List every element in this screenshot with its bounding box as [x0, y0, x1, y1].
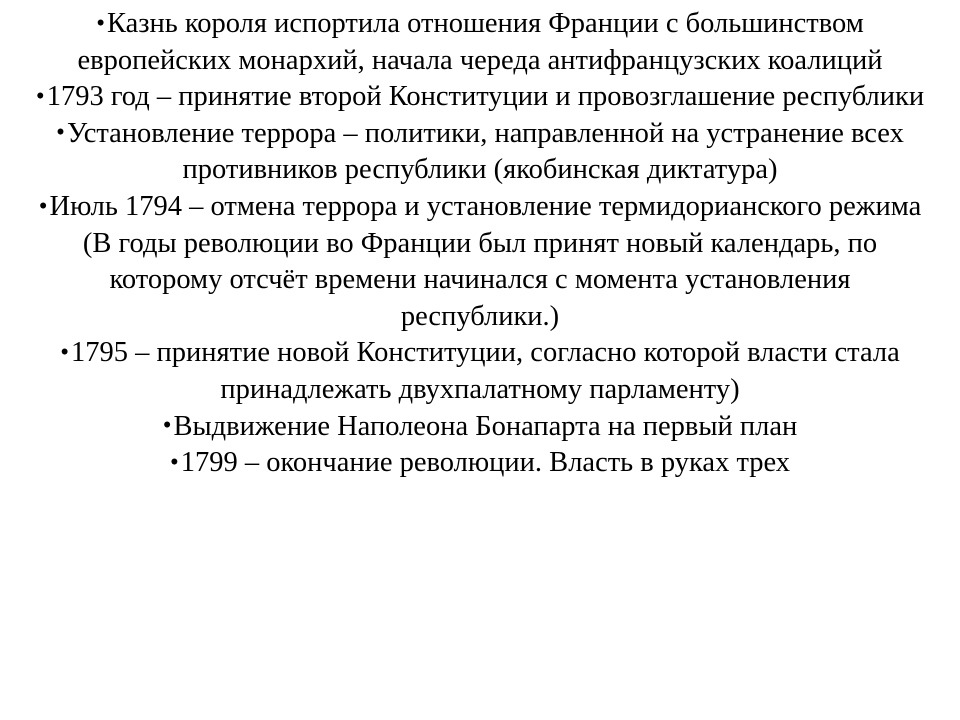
bullet-list [30, 6, 930, 482]
list-item-text: Выдвижение Наполеона Бонапарта на первый план [173, 410, 798, 442]
list-item-text: 1793 год – принятие второй Конституции и провозглашение республики [46, 81, 925, 113]
bullet-icon: • [162, 412, 172, 440]
list-item-text: 1795 – принятие новой Конституции, согласно которой власти стала принадлежать двухпалатному парламенту) [71, 337, 900, 406]
list-item-text: Установление террора – политики, направленной на устранение всех противников республики (якобинская диктатура) [66, 117, 904, 186]
list-item [30, 116, 930, 189]
list-item [30, 6, 930, 79]
bullet-icon: • [38, 192, 48, 220]
list-item [30, 409, 930, 446]
bullet-icon: • [169, 448, 179, 476]
list-item [30, 189, 930, 335]
bullet-icon: • [60, 338, 70, 366]
bullet-icon: • [96, 9, 105, 37]
list-item-text: Июль 1794 – отмена террора и установление термидорианского режима (В годы революции во Франции был принят новый календарь, по которому отсчёт времени начинался с момента установления республики.) [49, 191, 922, 332]
bullet-icon: • [35, 82, 45, 110]
list-item [30, 445, 930, 482]
list-item-text: Казнь короля испортила отношения Франции с большинством европейских монархий, начала череда антифранцузских коалиций [77, 8, 883, 76]
list-item [30, 335, 930, 408]
bullet-icon: • [56, 119, 65, 147]
list-item-text: 1799 – окончание революции. Власть в руках трех [180, 447, 791, 479]
list-item [30, 79, 930, 116]
